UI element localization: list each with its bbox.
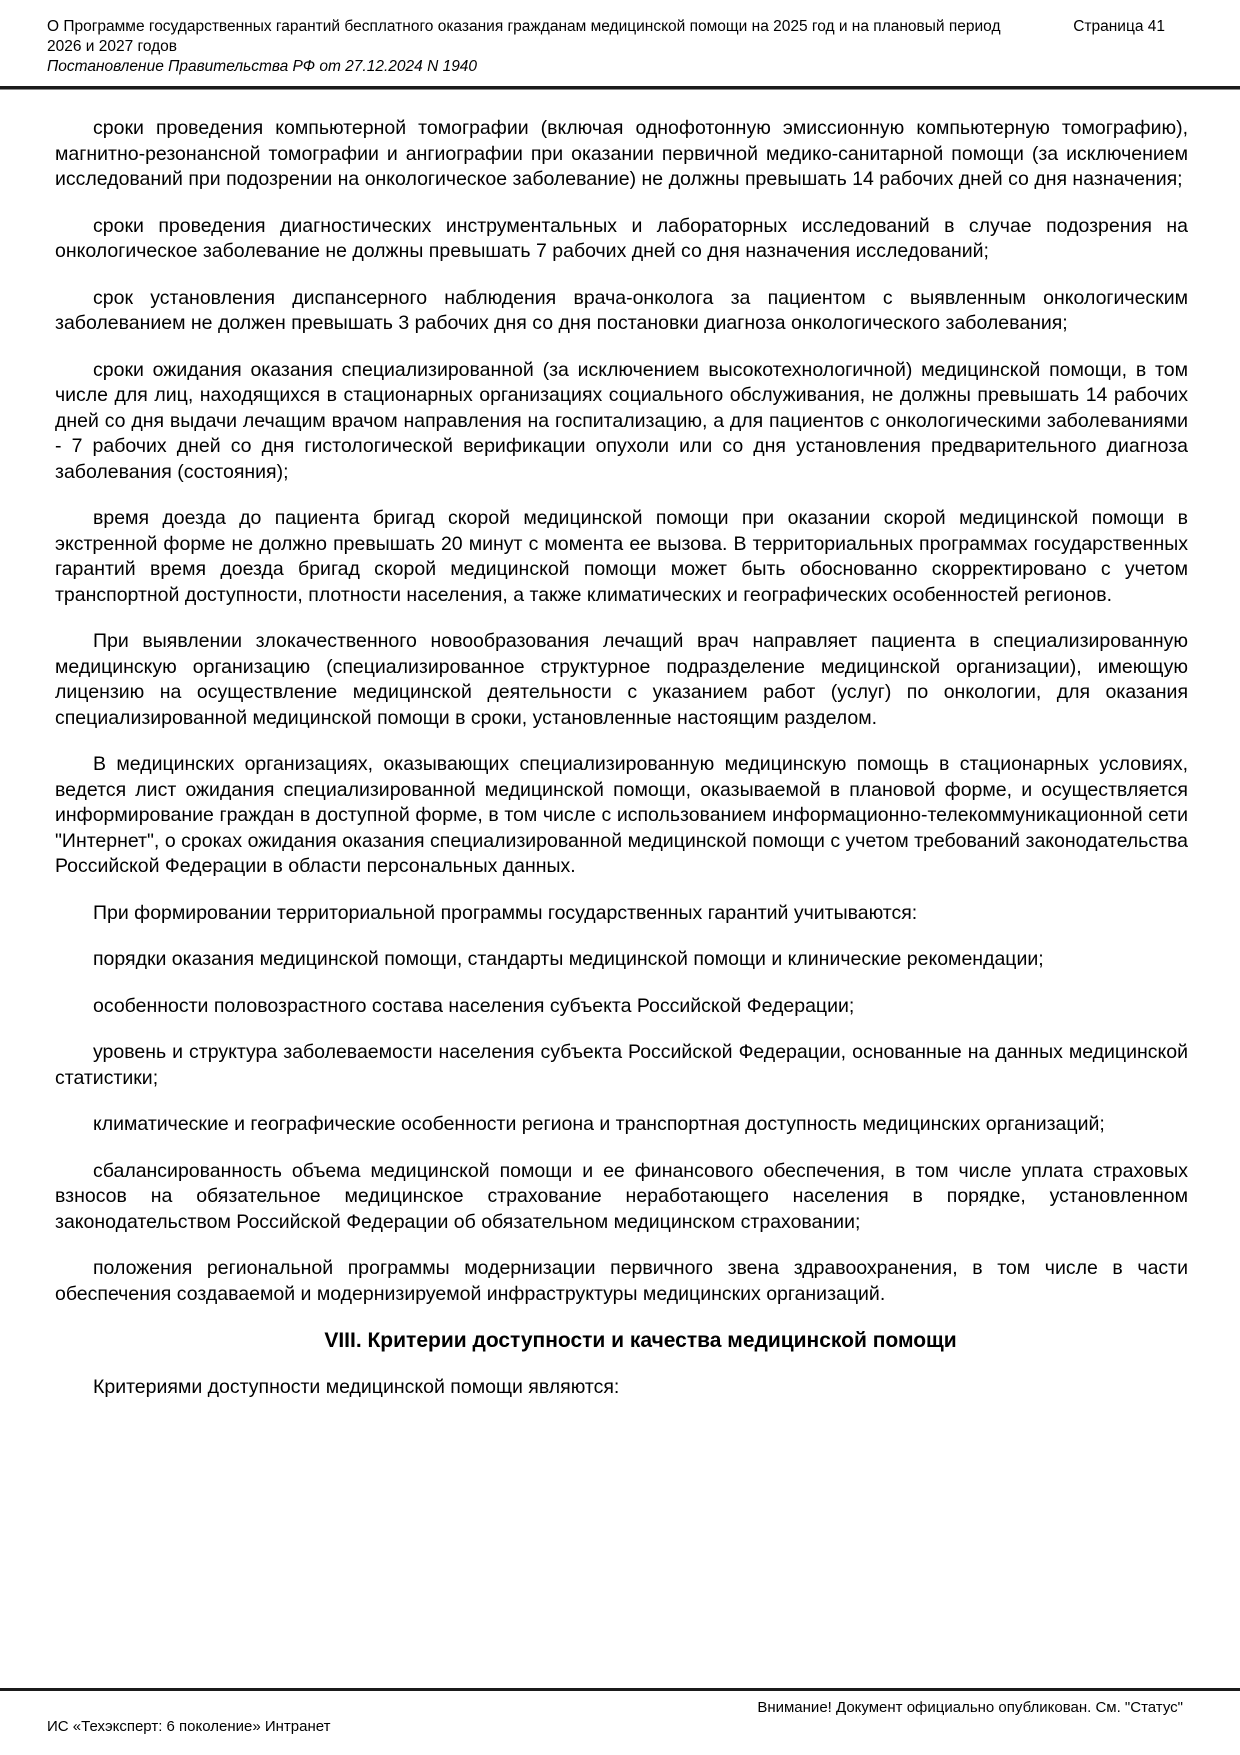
body-paragraph: При формировании территориальной программы государственных гарантий учитываются:	[93, 901, 918, 924]
body-paragraph: При выявлении злокачественного новообразования лечащий врач направляет пациента в специализированную медицинскую организацию (специализированное структурное подразделение медицинской организации), имеющую лицензию на осуществление медицинской деятельности с указанием работ (услуг) по онкологии, для оказания специализированной медицинской помощи в сроки, установленные настоящим разделом.	[55, 630, 1188, 729]
body-paragraph: В медицинских организациях, оказывающих специализированную медицинскую помощь в стационарных условиях, ведется лист ожидания специализированной медицинской помощи, оказываемой в плановой форме, и осуществляется информирование граждан в доступной форме, в том числе с использованием информационно-телекоммуникационной сети "Интернет", о сроках ожидания оказания специализированной медицинской помощи с учетом требований законодательства Российской Федерации в области персональных данных.	[55, 753, 1188, 877]
document-header	[0, 0, 1240, 77]
body-paragraph: время доезда до пациента бригад скорой медицинской помощи при оказании скорой медицинской помощи в экстренной форме не должно превышать 20 минут с момента ее вызова. В территориальных программах государственных гарантий время доезда бригад скорой медицинской помощи может быть обоснованно скорректировано с учетом транспортной доступности, плотности населения, а также климатических и географических особенностей регионов.	[55, 507, 1188, 606]
body-paragraph: климатические и географические особенности региона и транспортная доступность медицинских организаций;	[93, 1113, 1105, 1135]
body-paragraph: порядки оказания медицинской помощи, стандарты медицинской помощи и клинические рекомендации;	[93, 948, 1044, 970]
section-heading: VIII. Критерии доступности и качества медицинской помощи	[324, 1329, 957, 1352]
footer-divider	[0, 1688, 1240, 1691]
body-paragraph: Критериями доступности медицинской помощи являются:	[93, 1376, 620, 1398]
system-label: ИС «Техэксперт: 6 поколение» Интранет	[47, 1718, 331, 1735]
document-subtitle: Постановление Правительства РФ от 27.12.2024 N 1940	[47, 58, 478, 75]
document-title: О Программе государственных гарантий бесплатного оказания гражданам медицинской помощи на 2025 год и на плановый период 2026 и 2027 годов	[47, 18, 1001, 55]
publication-notice: Внимание! Документ официально опубликован. См. "Статус"	[757, 1699, 1183, 1716]
body-paragraph: уровень и структура заболеваемости населения субъекта Российской Федерации, основанные на данных медицинской статистики;	[55, 1041, 1188, 1089]
body-paragraph: особенности половозрастного состава населения субъекта Российской Федерации;	[93, 994, 855, 1017]
body-paragraph: положения региональной программы модернизации первичного звена здравоохранения, в том числе в части обеспечения создаваемой и модернизируемой инфраструктуры медицинских организаций.	[55, 1257, 1188, 1305]
body-paragraph: срок установления диспансерного наблюдения врача-онколога за пациентом с выявленным онкологическим заболеванием не должен превышать 3 рабочих дня со дня постановки диагноза онкологического заболевания;	[55, 286, 1188, 334]
document-body	[0, 89, 1240, 1401]
body-paragraph: сроки проведения компьютерной томографии (включая однофотонную эмиссионную компьютерную томографию), магнитно-резонансной томографии и ангиографии при оказании первичной медико-санитарной помощи (за исключением исследований при подозрении на онкологическое заболевание) не должны превышать 14 рабочих дней со дня назначения;	[55, 117, 1188, 190]
page-number: Страница 41	[1073, 18, 1165, 35]
document-header-row	[47, 17, 1165, 57]
document-footer	[0, 1688, 1240, 1755]
body-paragraph: сроки проведения диагностических инструментальных и лабораторных исследований в случае подозрения на онкологическое заболевание не должны превышать 7 рабочих дней со дня назначения исследований;	[55, 214, 1188, 262]
body-paragraph: сбалансированность объема медицинской помощи и ее финансового обеспечения, в том числе уплата страховых взносов на обязательное медицинское страхование неработающего населения в порядке, установленном законодательством Российской Федерации об обязательном медицинском страховании;	[55, 1159, 1188, 1233]
body-paragraph: сроки ожидания оказания специализированной (за исключением высокотехнологичной) медицинской помощи, в том числе для лиц, находящихся в стационарных организациях социального обслуживания, не должны превышать 14 рабочих дней со дня выдачи лечащим врачом направления на госпитализацию, а для пациентов с онкологическими заболеваниями - 7 рабочих дней со дня гистологической верификации опухоли или со дня установления предварительного диагноза заболевания (состояния);	[55, 358, 1188, 483]
